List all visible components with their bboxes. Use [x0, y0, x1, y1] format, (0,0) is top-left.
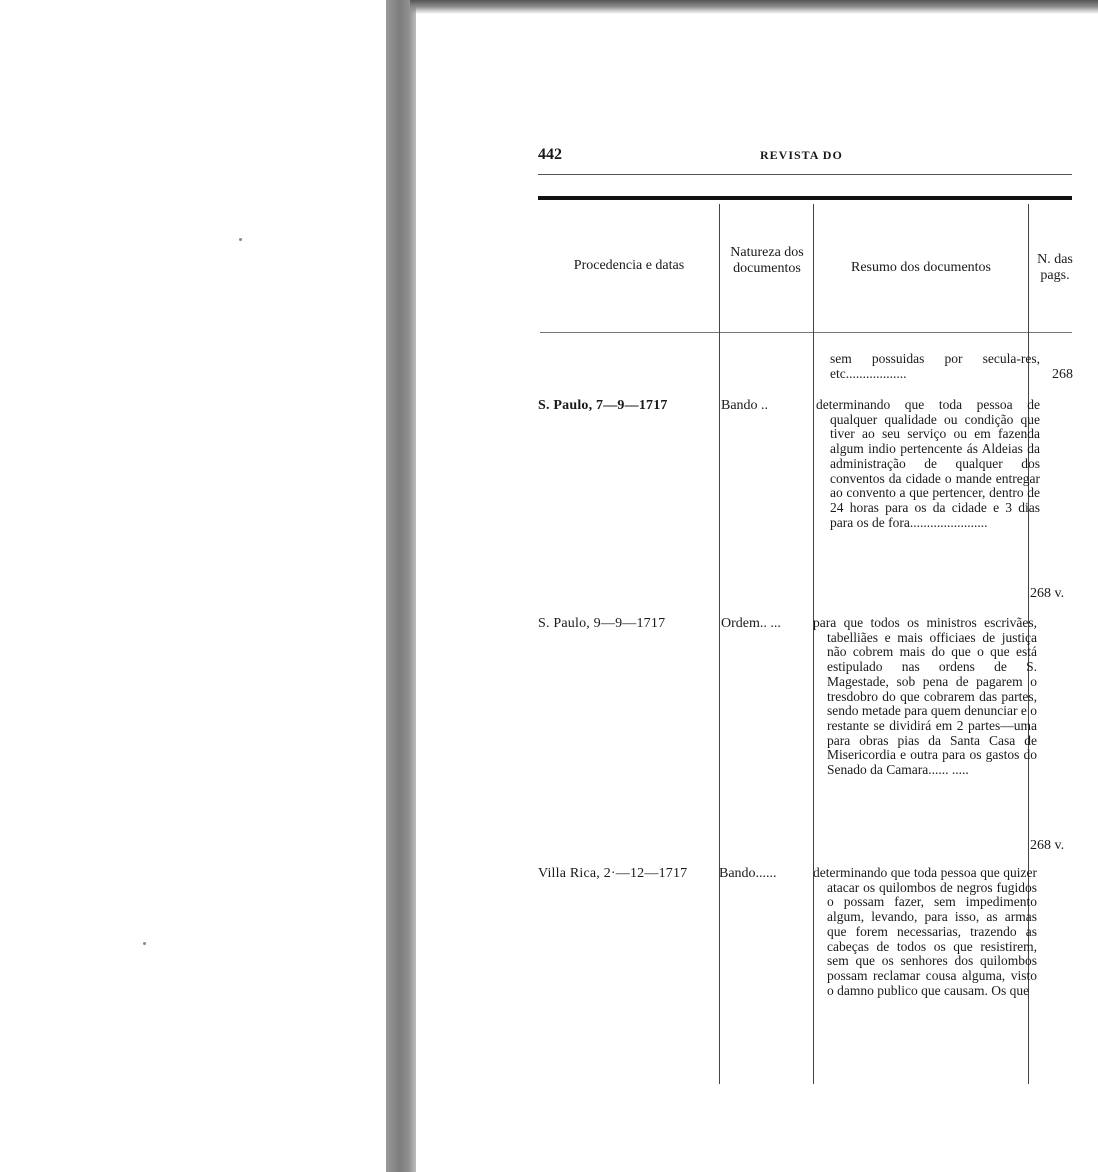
row-1-origin: S. Paulo, 7—9—1717: [538, 398, 668, 413]
row-3-summary: determinando que toda pessoa que quizer atacar os quilombos de negros fugidos o possam fazer, sem impedimento algum, levando, para isso, as armas que forem necessarias, trazendo as cabeças de todos os que resistirem, sem que os senhores dos quilombos possam reclamar cousa alguma, visto o damno publico que causam. Os que: [813, 865, 1037, 998]
continuation-summary: sem possuidas por secula-res, etc..................: [830, 351, 1040, 381]
header-rule: [538, 174, 1072, 175]
row-1-summary: determinando que toda pessoa de qualquer qualidade ou condição que tiver ao seu serviço ou em fazenda algum indio pertencente ás Aldeias da administração de qualquer dos conventos da cidade o mande entregar ao convento a que pertencer, dentro de 24 horas para os da cidade e 3 dias para os de fora.......................: [816, 397, 1040, 530]
header-pages: N. das pags.: [1037, 252, 1073, 283]
header-summary: Resumo dos documentos: [851, 260, 991, 275]
row-3-nature: Bando......: [719, 866, 777, 881]
row-2-nature: Ordem.. ...: [721, 616, 781, 631]
scan-speck: [143, 942, 146, 945]
page-number: 442: [538, 146, 562, 163]
row-2-summary: para que todos os ministros escrivães, tabelliães e mais officiaes de justiça não cobrem mais do que o que está estipulado nas ordens de S. Magestade, sob pena de pagarem o tresdobro do que cobrarem das partes, sendo metade para quem denunciar e o restante se dividirá em 2 partes—uma para obras pias da Santa Casa de Misericordia e outra para os gastos do Senado da Camara...... .....: [813, 615, 1037, 778]
column-divider: [719, 204, 720, 1084]
row-2-origin: S. Paulo, 9—9—1717: [538, 616, 666, 631]
scan-speck: [239, 238, 242, 241]
header-separator-rule: [540, 332, 1072, 333]
page-header: [538, 146, 1072, 166]
running-title: REVISTA DO: [760, 148, 843, 162]
row-1-pages: 268 v.: [1030, 586, 1065, 601]
binding-gutter: [386, 0, 416, 1172]
row-3-origin: Villa Rica, 2·—12—1717: [538, 866, 688, 881]
row-2-pages: 268 v.: [1030, 838, 1065, 853]
header-nature: Natureza dos documentos: [730, 245, 804, 276]
page-top-edge: [410, 0, 1098, 14]
row-1-nature: Bando ..: [721, 398, 769, 413]
header-origin: Procedencia e datas: [573, 258, 685, 273]
table-top-rule: [538, 196, 1072, 200]
continuation-pages: 268: [1052, 367, 1073, 382]
